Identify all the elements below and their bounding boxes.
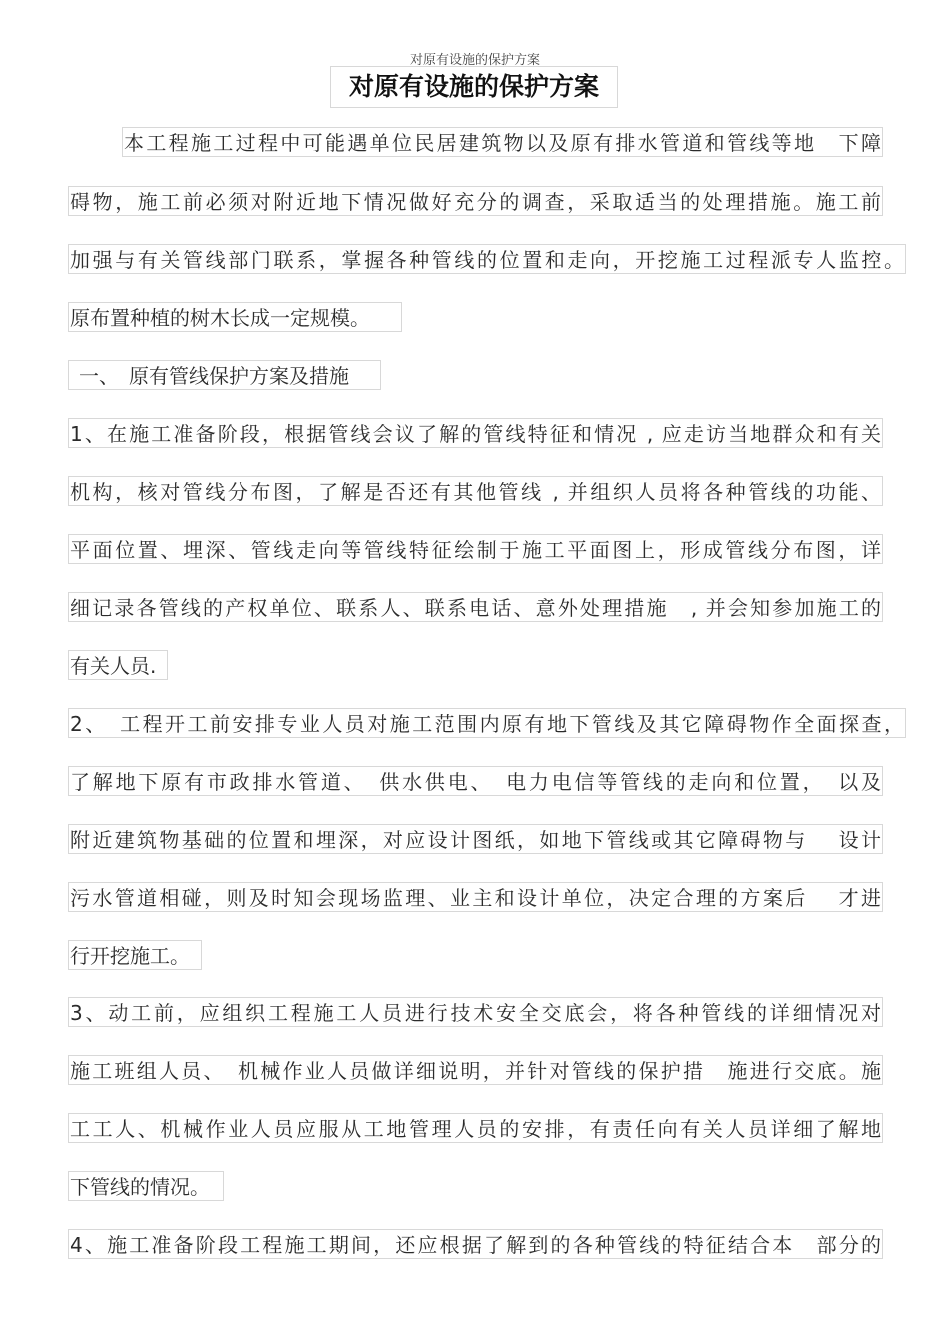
paragraph-line: 行开挖施工。 [68, 940, 202, 970]
paragraph-line: 本工程施工过程中可能遇单位民居建筑物以及原有排水管道和管线等地 下障 [122, 127, 883, 157]
paragraph-line: 2、 工程开工前安排专业人员对施工范围内原有地下管线及其它障碍物作全面探查， [68, 708, 906, 738]
paragraph-line: 工工人、机械作业人员应服从工地管理人员的安排，有责任向有关人员详细了解地 [68, 1113, 883, 1143]
paragraph-line: 平面位置、埋深、管线走向等管线特征绘制于施工平面图上，形成管线分布图，详 [68, 534, 883, 564]
paragraph-line: 碍物，施工前必须对附近地下情况做好充分的调查，采取适当的处理措施。施工前 [68, 186, 883, 216]
paragraph-line: 机构，核对管线分布图，了解是否还有其他管线 , 并组织人员将各种管线的功能、 [68, 476, 883, 506]
paragraph-line: 有关人员. [68, 650, 168, 680]
paragraph-line: 施工班组人员、 机械作业人员做详细说明，并针对管线的保护措 施进行交底。施 [68, 1055, 883, 1085]
paragraph-line: 附近建筑物基础的位置和埋深，对应设计图纸，如地下管线或其它障碍物与 设计 [68, 824, 883, 854]
paragraph-line: 原布置种植的树木长成一定规模。 [68, 302, 402, 332]
paragraph-line: 加强与有关管线部门联系，掌握各种管线的位置和走向，开挖施工过程派专人监控。 [68, 244, 906, 274]
paragraph-line: 污水管道相碰，则及时知会现场监理、业主和设计单位，决定合理的方案后 才进 [68, 882, 883, 912]
section-heading: 一、 原有管线保护方案及措施 [68, 360, 381, 390]
paragraph-line: 3、动工前，应组织工程施工人员进行技术安全交底会，将各种管线的详细情况对 [68, 997, 883, 1027]
paragraph-line: 1、在施工准备阶段，根据管线会议了解的管线特征和情况 , 应走访当地群众和有关 [68, 418, 883, 448]
document-title: 对原有设施的保护方案 [330, 66, 618, 108]
paragraph-line: 了解地下原有市政排水管道、 供水供电、 电力电信等管线的走向和位置， 以及 [68, 766, 883, 796]
paragraph-line: 4、施工准备阶段工程施工期间，还应根据了解到的各种管线的特征结合本 部分的 [68, 1229, 883, 1259]
paragraph-line: 下管线的情况。 [68, 1171, 224, 1201]
running-header: 对原有设施的保护方案 [409, 53, 540, 68]
paragraph-line: 细记录各管线的产权单位、联系人、联系电话、意外处理措施 , 并会知参加施工的 [68, 592, 883, 622]
